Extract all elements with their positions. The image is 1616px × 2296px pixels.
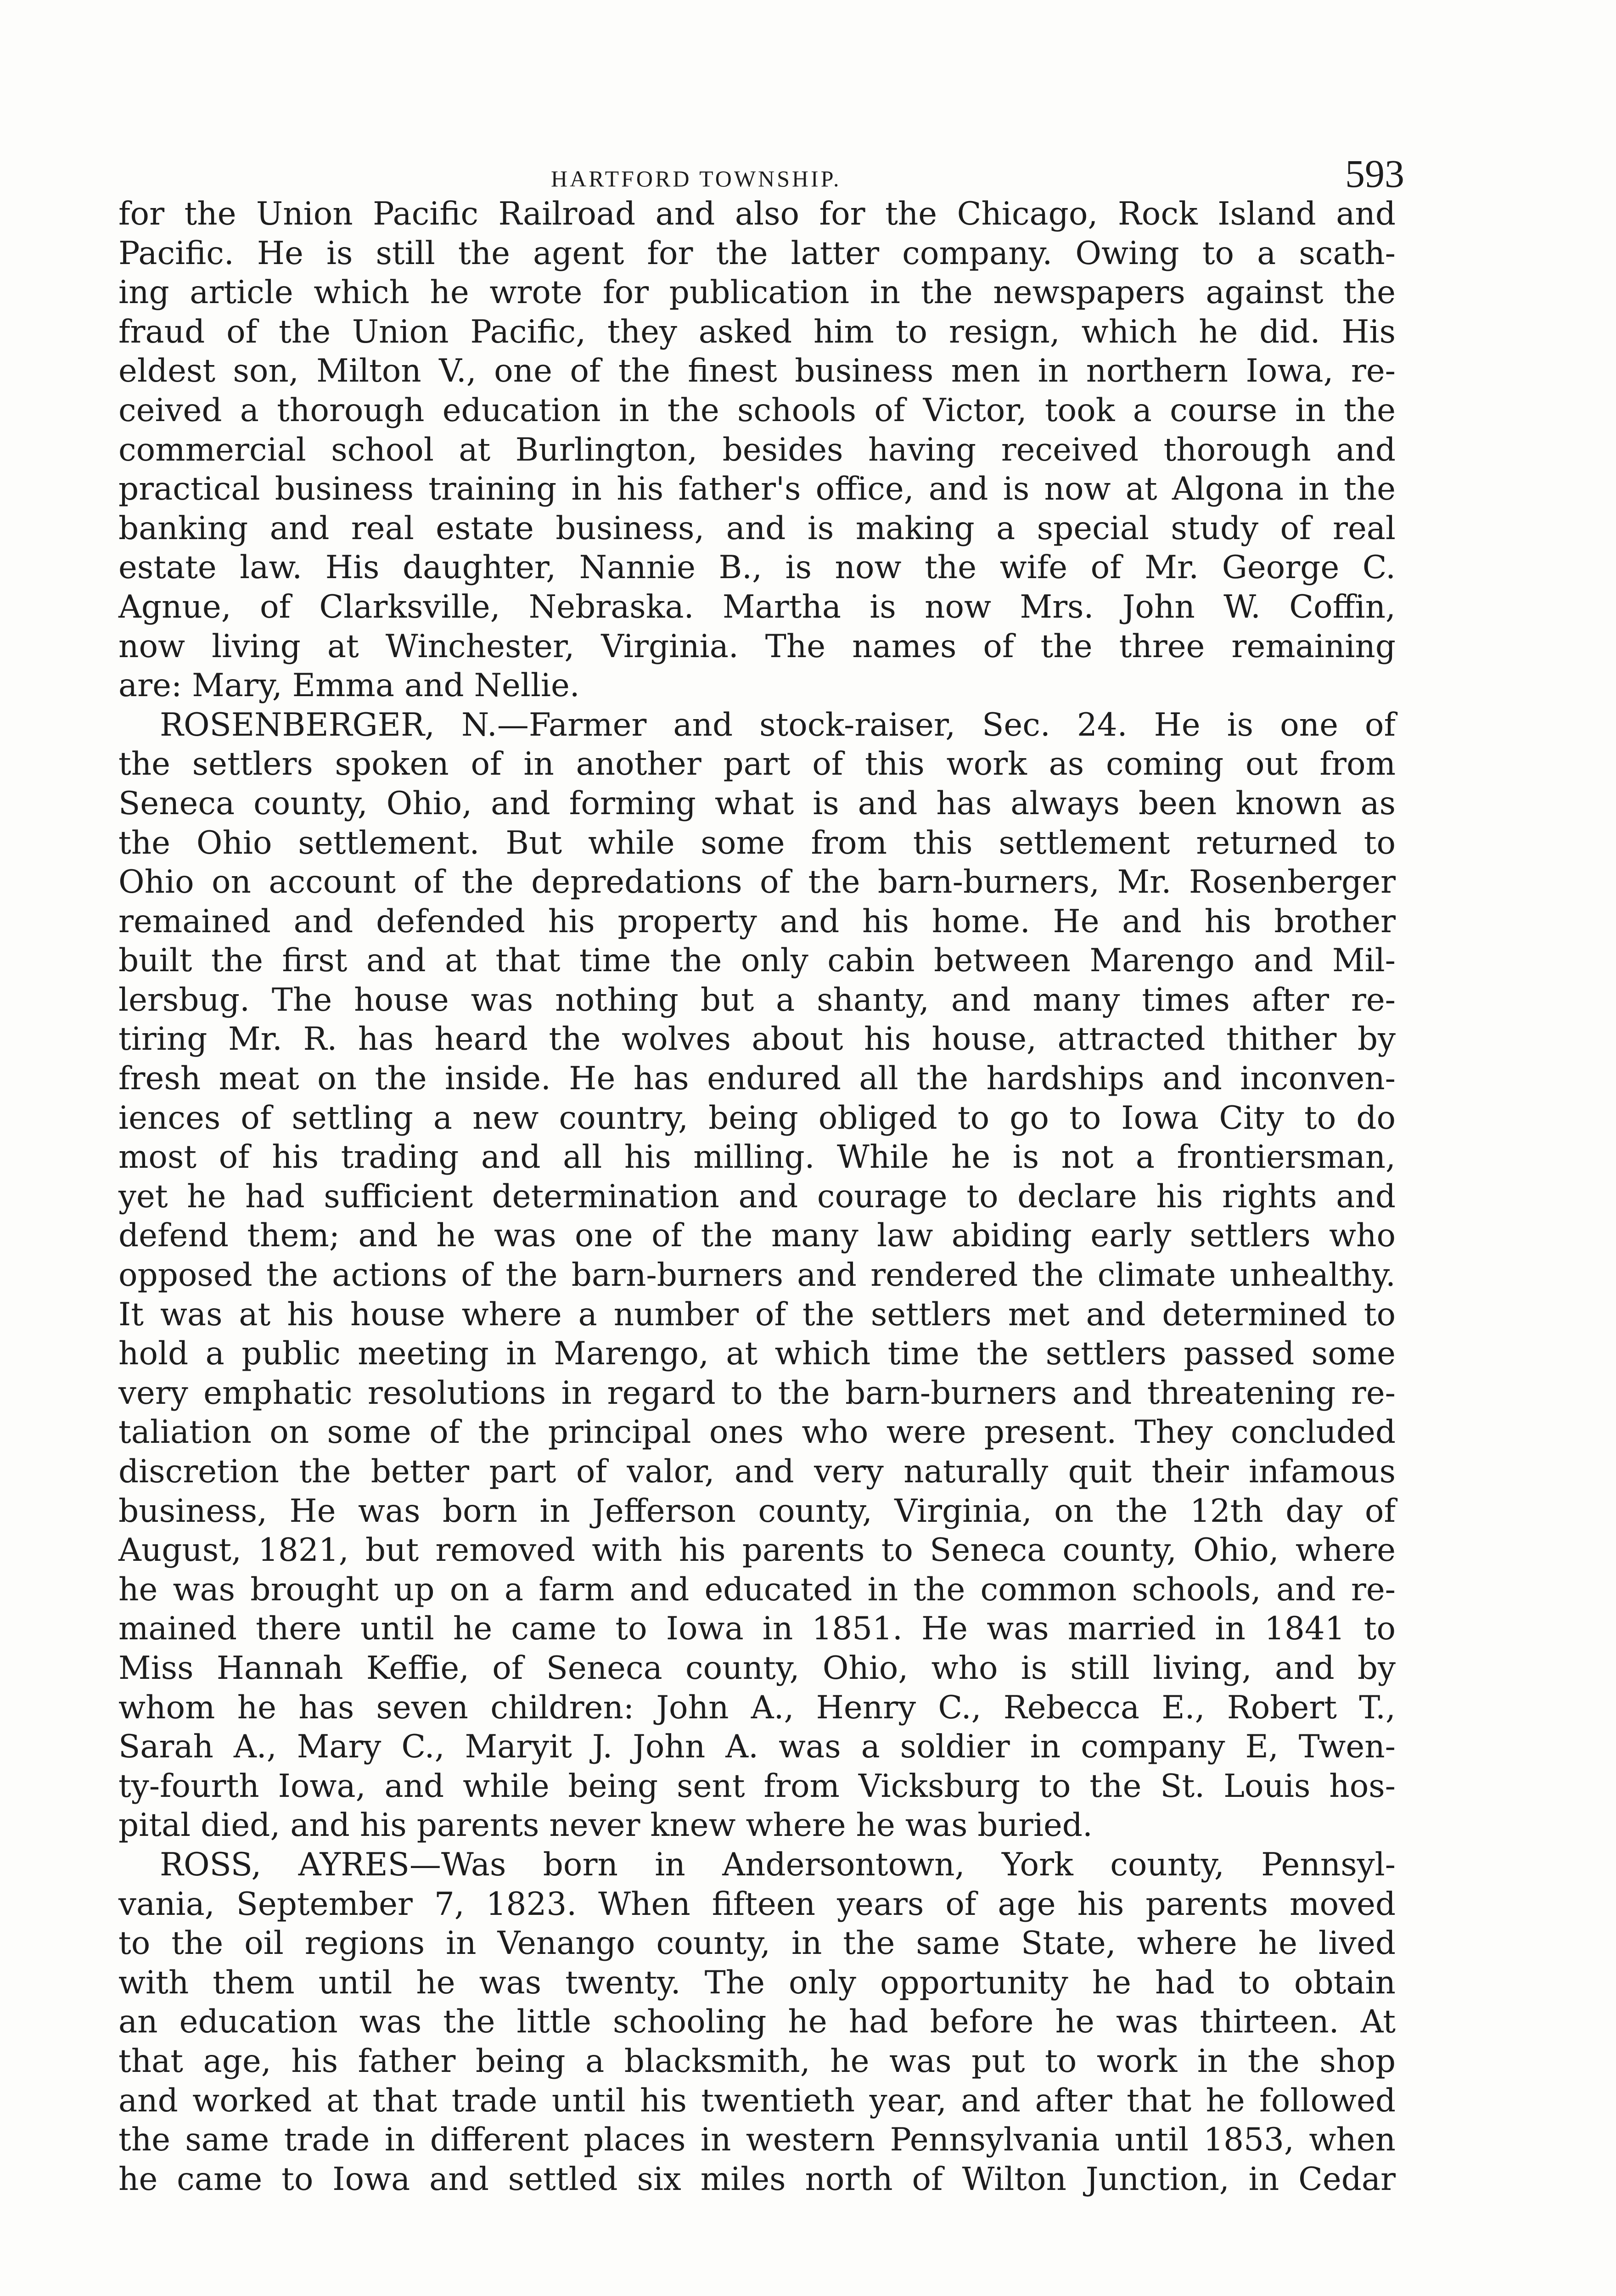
text-line: opposed the actions of the barn-burners and rendered the climate unhealthy.: [118, 1257, 1396, 1294]
text-line: yet he had sufficient determination and courage to declare his rights and: [118, 1178, 1396, 1215]
text-line: Miss Hannah Keffie, of Seneca county, Ohio, who is still living, and by: [118, 1649, 1396, 1687]
text-line: hold a public meeting in Marengo, at which time the settlers passed some: [118, 1335, 1396, 1373]
text-line: and worked at that trade until his twentieth year, and after that he followed: [118, 2082, 1396, 2119]
text-line: iences of settling a new country, being obliged to go to Iowa City to do: [118, 1099, 1396, 1137]
page-number: 593: [1345, 152, 1404, 196]
text-line: Agnue, of Clarksville, Nebraska. Martha is now Mrs. John W. Coffin,: [118, 588, 1396, 625]
running-head: HARTFORD TOWNSHIP.: [551, 166, 842, 191]
text-line: the same trade in different places in western Pennsylvania until 1853, when: [118, 2122, 1396, 2159]
text-line: ty-fourth Iowa, and while being sent from Vicksburg to the St. Louis hos-: [118, 1767, 1396, 1805]
text-line: Sarah A., Mary C., Maryit J. John A. was a soldier in company E, Twen-: [118, 1728, 1396, 1766]
text-line: taliation on some of the principal ones who were present. They concluded: [118, 1414, 1396, 1451]
text-line: estate law. His daughter, Nannie B., is now the wife of Mr. George C.: [118, 549, 1396, 586]
text-line: August, 1821, but removed with his parents to Seneca county, Ohio, where: [118, 1532, 1396, 1569]
text-line: most of his trading and all his milling. While he is not a frontiersman,: [118, 1139, 1396, 1176]
text-line: for the Union Pacific Railroad and also for the Chicago, Rock Island and: [118, 196, 1396, 232]
text-line: ROSS, AYRES—Was born in Andersontown, York county, Pennsyl-: [160, 1846, 1396, 1883]
text-line: built the first and at that time the only cabin between Marengo and Mil-: [118, 942, 1396, 979]
text-line: tiring Mr. R. has heard the wolves about his house, attracted thither by: [118, 1021, 1396, 1058]
text-line: an education was the little schooling he had before he was thirteen. At: [118, 2003, 1396, 2041]
text-line: are: Mary, Emma and Nellie.: [118, 667, 580, 704]
text-line: vania, September 7, 1823. When fifteen years of age his parents moved: [118, 1885, 1396, 1923]
text-line: discretion the better part of valor, and very naturally quit their infamous: [118, 1453, 1396, 1490]
text-line: with them until he was twenty. The only opportunity he had to obtain: [118, 1964, 1396, 2001]
text-line: that age, his father being a blacksmith, he was put to work in the shop: [118, 2043, 1396, 2080]
text-line: defend them; and he was one of the many law abiding early settlers who: [118, 1217, 1396, 1255]
text-line: practical business training in his father's office, and is now at Algona in the: [118, 471, 1396, 508]
text-line: ROSENBERGER, N.—Farmer and stock-raiser, Sec. 24. He is one of: [160, 706, 1396, 743]
text-line: commercial school at Burlington, besides having received thorough and: [118, 431, 1396, 468]
text-line: ceived a thorough education in the schools of Victor, took a course in the: [118, 392, 1396, 429]
text-line: Pacific. He is still the agent for the latter company. Owing to a scath-: [118, 235, 1396, 272]
text-line: banking and real estate business, and is making a special study of real: [118, 510, 1396, 547]
text-line: fraud of the Union Pacific, they asked him to resign, which he did. His: [118, 313, 1396, 350]
text-line: the settlers spoken of in another part of this work as coming out from: [118, 746, 1396, 783]
text-line: ing article which he wrote for publication in the newspapers against the: [118, 274, 1396, 311]
text-line: fresh meat on the inside. He has endured all the hardships and inconven-: [118, 1060, 1396, 1097]
text-line: eldest son, Milton V., one of the finest business men in northern Iowa, re-: [118, 353, 1396, 390]
text-line: he came to Iowa and settled six miles north of Wilton Junction, in Cedar: [118, 2161, 1396, 2198]
text-line: very emphatic resolutions in regard to the barn-burners and threatening re-: [118, 1374, 1396, 1412]
text-line: the Ohio settlement. But while some from this settlement returned to: [118, 824, 1396, 861]
text-line: whom he has seven children: John A., Henry C., Rebecca E., Robert T.,: [118, 1689, 1396, 1726]
text-line: pital died, and his parents never knew where he was buried.: [118, 1807, 1093, 1844]
text-line: mained there until he came to Iowa in 1851. He was married in 1841 to: [118, 1610, 1396, 1648]
text-line: to the oil regions in Venango county, in the same State, where he lived: [118, 1925, 1396, 1962]
text-line: Seneca county, Ohio, and forming what is and has always been known as: [118, 785, 1396, 822]
text-line: he was brought up on a farm and educated in the common schools, and re-: [118, 1571, 1396, 1608]
text-line: lersbug. The house was nothing but a shanty, and many times after re-: [118, 981, 1396, 1019]
body-text: [118, 195, 1396, 2199]
text-line: remained and defended his property and his home. He and his brother: [118, 903, 1396, 940]
text-line: now living at Winchester, Virginia. The names of the three remaining: [118, 628, 1396, 665]
text-line: It was at his house where a number of the settlers met and determined to: [118, 1296, 1396, 1333]
text-line: Ohio on account of the depredations of the barn-burners, Mr. Rosenberger: [118, 864, 1396, 901]
text-line: business, He was born in Jefferson county, Virginia, on the 12th day of: [118, 1492, 1396, 1530]
